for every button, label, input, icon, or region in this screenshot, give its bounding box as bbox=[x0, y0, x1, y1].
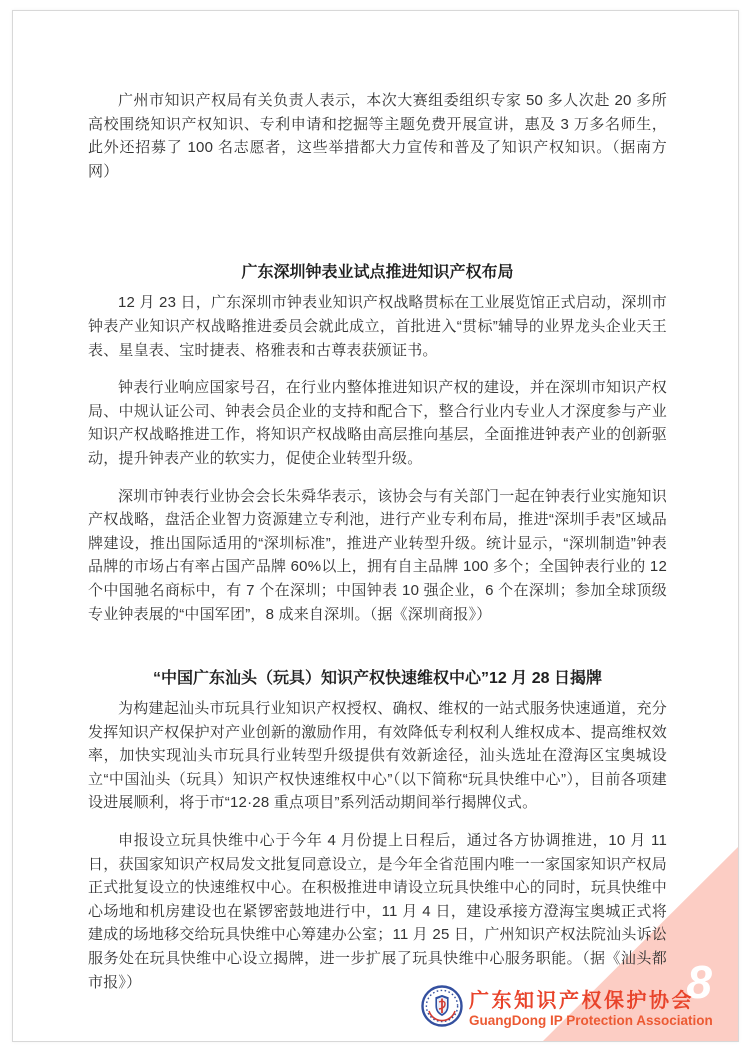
section2-paragraph-2: 申报设立玩具快维中心于今年 4 月份提上日程后，通过各方协调推进，10 月 11 日，获国家知识产权局发文批复同意设立，是今年全省范围内唯一一家国家知识产权局正式批复设立的快速维权中心。在积极推进申请设立玩具快维中心的同时，玩具快维中心场地和机房建设也在紧锣密鼓地进行中，11 月 4 日，建设承接方澄海宝奥城正式将建成的场地移交给玩具快维中心筹建办公室；11 月 25 日，广州知识产权法院汕头诉讼服务处在玩具快维中心设立揭牌，进一步扩展了玩具快维中心服务职能。（据《汕头都市报》） bbox=[88, 832, 667, 991]
section2-title: “中国广东汕头（玩具）知识产权快速维权中心”12 月 28 日揭牌 bbox=[153, 670, 602, 688]
section1-paragraph-2: 钟表行业响应国家号召，在行业内整体推进知识产权的建设，并在深圳市知识产权局、中规认证公司、钟表会员企业的支持和配合下，整合行业内专业人才深度参与产业知识产权战略推进工作，将知识产权战略由高层推向基层，全面推进钟表产业的创新驱动，提升钟表产业的软实力，促使企业转型升级。 bbox=[88, 379, 667, 467]
page-number: 8 bbox=[686, 956, 712, 1008]
intro-paragraph: 广州市知识产权局有关负责人表示，本次大赛组委组织专家 50 多人次赴 20 多所高校围绕知识产权知识、专利申请和挖掘等主题免费开展宣讲，惠及 3 万多名师生，此外还招募了 100 名志愿者，这些举措都大力宣传和普及了知识产权知识。（据南方网） bbox=[88, 92, 667, 180]
section1-paragraph-3: 深圳市钟表行业协会会长朱舜华表示，该协会与有关部门一起在钟表行业实施知识产权战略，盘活企业智力资源建立专利池，进行产业专利布局，推进“深圳手表”区域品牌建设，推出国际适用的“深圳标准”，推进产业转型升级。统计显示，“深圳制造”钟表品牌的市场占有率占国产品牌 60%以上，拥有自主品牌 100 多个；全国钟表行业的 12 个中国驰名商标中，有 7 个在深圳；中国钟表 10 强企业，6 个在深圳；参加全球顶级专业钟表展的“中国军团”，8 成来自深圳。（据《深圳商报》） bbox=[88, 487, 667, 623]
org-name-cn: 广东知识产权保护协会 bbox=[469, 989, 694, 1012]
page-content bbox=[13, 11, 738, 994]
section2-paragraph-1: 为构建起汕头市玩具行业知识产权授权、确权、维权的一站式服务快速通道，充分发挥知识产权保护对产业创新的激励作用，有效降低专利权利人维权成本、提高维权效率，加快实现汕头市玩具行业转型升级提供有效新途径，汕头选址在澄海区宝奥城设立“中国汕头（玩具）知识产权快速维权中心”（以下简称“玩具快维中心”），目前各项建设进展顺利，将于市“12·28 重点项目”系列活动期间举行揭牌仪式。 bbox=[88, 700, 667, 812]
footer-brand-text bbox=[469, 989, 713, 1029]
footer-brand bbox=[421, 985, 713, 1032]
document-page bbox=[12, 10, 739, 1042]
gdipa-emblem-icon bbox=[421, 985, 463, 1032]
section1-title: 广东深圳钟表业试点推进知识产权布局 bbox=[241, 264, 514, 282]
org-name-en: GuangDong IP Protection Association bbox=[469, 1012, 713, 1028]
section1-paragraph-1: 12 月 23 日，广东深圳市钟表业知识产权战略贯标在工业展览馆正式启动，深圳市钟表产业知识产权战略推进委员会就此成立，首批进入“贯标”辅导的业界龙头企业天王表、星皇表、宝时捷表、格雅表和古尊表获颁证书。 bbox=[88, 294, 667, 359]
